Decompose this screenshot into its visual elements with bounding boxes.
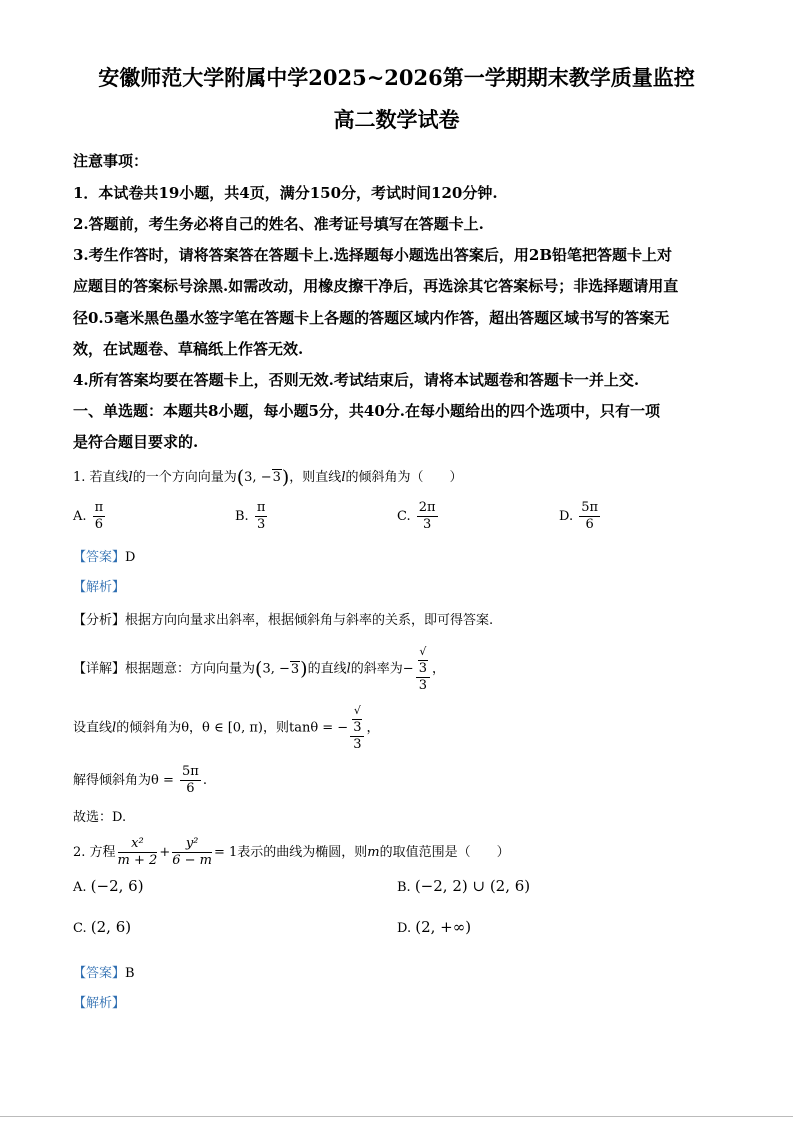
q1-stem: 1. 若直线l的一个方向向量为(3, −3)，则直线l的倾斜角为（ ） (73, 466, 463, 489)
q1-angle-setup: 设直线l的倾斜角为θ，θ ∈ [0, π)，则tanθ = − √ 3 3 ， (73, 704, 380, 752)
notice-item-3-line-3: 径0.5毫米黑色墨水签字笔在答题卡上各题的答题区域内作答，超出答题区域书写的答案无 (73, 309, 670, 327)
q1-option-c: C. $\frac{2\pi}{3}$ (397, 500, 436, 532)
q2-option-b: B. (−2, 2) ∪ (2, 6) (397, 877, 531, 895)
q1-solve: 解得倾斜角为θ = $\frac{5\pi}{6}$ . (73, 764, 207, 796)
notice-item-3-line-1: 3.考生作答时，请将答案答在答题卡上.选择题每小题选出答案后，用2B铅笔把答题卡上对 (73, 246, 673, 264)
q2-analysis-tag: 【解析】 (73, 996, 126, 1011)
notice-item-1: 1．本试卷共19小题，共4页，满分150分，考试时间120分钟. (73, 184, 498, 202)
q1-option-a: A. $\frac{\pi}{6}$ (73, 500, 104, 532)
notice-item-3-line-4: 效，在试题卷、草稿纸上作答无效. (73, 340, 304, 358)
q1-choose: 故选：D. (73, 810, 127, 825)
section-heading-line-2: 是符合题目要求的. (73, 433, 199, 451)
notice-item-3-line-2: 应题目的答案标号涂黑.如需改动，用橡皮擦干净后，再选涂其它答案标号；非选择题请用直 (73, 277, 679, 295)
q1-detail: 【详解】根据题意：方向向量为(3, −3)的直线l的斜率为− √ 3 3 ， (73, 645, 445, 693)
q2-option-d: D. (2, +∞) (397, 918, 472, 936)
notice-item-4: 4.所有答案均要在答题卡上，否则无效.考试结束后，请将本试题卷和答题卡一并上交. (73, 371, 640, 389)
section-heading-line-1: 一、单选题：本题共8小题，每小题5分，共40分.在每小题给出的四个选项中，只有一项 (73, 402, 660, 420)
q1-option-b: B. $\frac{\pi}{3}$ (235, 500, 266, 532)
notice-heading: 注意事项： (73, 152, 149, 170)
notice-item-2: 2.答题前，考生务必将自己的姓名、准考证号填写在答题卡上. (73, 215, 484, 233)
exam-title: 安徽师范大学附属中学2025~2026第一学期期末教学质量监控 (98, 65, 695, 90)
q1-answer: 【答案】D (73, 550, 136, 565)
q1-analysis-tag: 【解析】 (73, 580, 126, 595)
q2-answer: 【答案】B (73, 966, 135, 981)
exam-subtitle: 高二数学试卷 (333, 107, 460, 132)
q1-fenxi: 【分析】根据方向向量求出斜率，根据倾斜角与斜率的关系，即可得答案. (73, 613, 494, 628)
q2-option-c: C. (2, 6) (73, 918, 132, 936)
page-bottom-rule (0, 1116, 793, 1117)
q1-option-d: D. $\frac{5\pi}{6}$ (559, 500, 599, 532)
q2-stem: 2. 方程 $\frac{\text{x²}}{m + 2}$ + $\frac{\text{y²}}{6 - m}$ = 1表示的曲线为椭圆，则m的取值范围是（ ） (73, 836, 510, 868)
q2-option-a: A. (−2, 6) (73, 877, 144, 895)
